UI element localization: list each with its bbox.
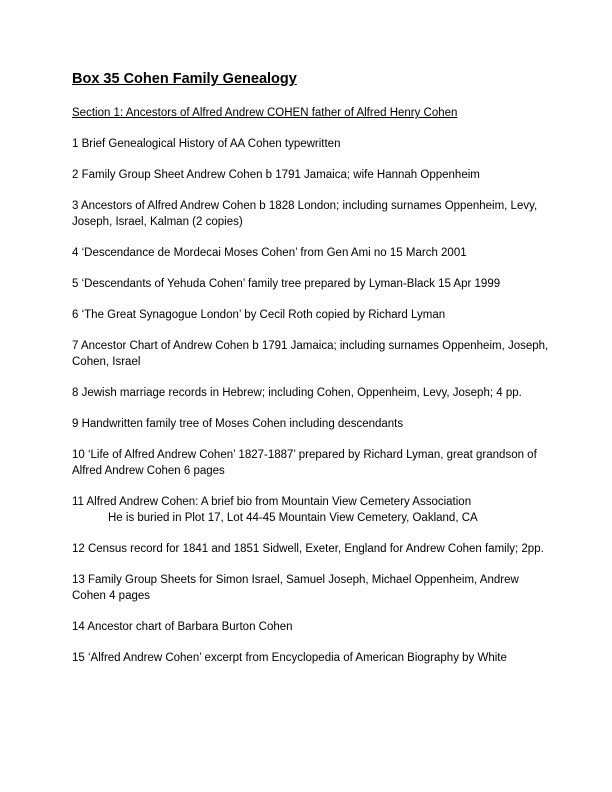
list-item bbox=[72, 338, 552, 370]
list-item-text: 6 ‘The Great Synagogue London’ by Cecil Roth copied by Richard Lyman bbox=[72, 309, 446, 321]
list-item-text: 15 ‘Alfred Andrew Cohen’ excerpt from Encyclopedia of American Biography by White bbox=[72, 652, 507, 664]
section-heading: Section 1: Ancestors of Alfred Andrew COHEN father of Alfred Henry Cohen bbox=[72, 107, 458, 119]
list-item-text: 8 Jewish marriage records in Hebrew; including Cohen, Oppenheim, Levy, Joseph; 4 pp. bbox=[72, 387, 522, 399]
list-item-text: 1 Brief Genealogical History of AA Cohen typewritten bbox=[72, 138, 341, 150]
list-item-text: 9 Handwritten family tree of Moses Cohen including descendants bbox=[72, 418, 404, 430]
list-item bbox=[72, 447, 552, 479]
list-item bbox=[72, 136, 552, 152]
list-item bbox=[72, 650, 552, 666]
list-item-text: 2 Family Group Sheet Andrew Cohen b 1791 Jamaica; wife Hannah Oppenheim bbox=[72, 169, 480, 181]
item-list bbox=[72, 136, 552, 666]
list-item bbox=[72, 276, 552, 292]
list-item bbox=[72, 416, 552, 432]
list-item-text: 3 Ancestors of Alfred Andrew Cohen b 1828 London; including surnames Oppenheim, Levy, Joseph, Israel, Kalman (2 copies) bbox=[72, 200, 538, 228]
list-item-text: 14 Ancestor chart of Barbara Burton Cohen bbox=[72, 621, 293, 633]
list-item-text: 4 ‘Descendance de Mordecai Moses Cohen’ from Gen Ami no 15 March 2001 bbox=[72, 247, 467, 259]
list-item bbox=[72, 198, 552, 230]
document-title: Box 35 Cohen Family Genealogy bbox=[72, 71, 297, 87]
list-item bbox=[72, 541, 552, 557]
list-item-text: 13 Family Group Sheets for Simon Israel, Samuel Joseph, Michael Oppenheim, Andrew Cohen 4 pages bbox=[72, 574, 519, 602]
list-item-text: 10 ‘Life of Alfred Andrew Cohen’ 1827-1887’ prepared by Richard Lyman, great grandson of Alfred Andrew Cohen 6 pages bbox=[72, 449, 537, 477]
list-item bbox=[72, 494, 552, 526]
list-item bbox=[72, 385, 552, 401]
list-item bbox=[72, 619, 552, 635]
document-page bbox=[72, 70, 552, 666]
list-item bbox=[72, 572, 552, 604]
list-item-text: 11 Alfred Andrew Cohen: A brief bio from Mountain View Cemetery Association bbox=[72, 496, 472, 508]
list-item-text: 12 Census record for 1841 and 1851 Sidwell, Exeter, England for Andrew Cohen family; 2pp. bbox=[72, 543, 544, 555]
list-item bbox=[72, 307, 552, 323]
list-item-text: 7 Ancestor Chart of Andrew Cohen b 1791 Jamaica; including surnames Oppenheim, Joseph, Cohen, Israel bbox=[72, 340, 549, 368]
list-item-subtext: He is buried in Plot 17, Lot 44-45 Mountain View Cemetery, Oakland, CA bbox=[108, 512, 478, 524]
list-item bbox=[72, 245, 552, 261]
list-item bbox=[72, 167, 552, 183]
list-item-text: 5 ‘Descendants of Yehuda Cohen’ family tree prepared by Lyman-Black 15 Apr 1999 bbox=[72, 278, 501, 290]
